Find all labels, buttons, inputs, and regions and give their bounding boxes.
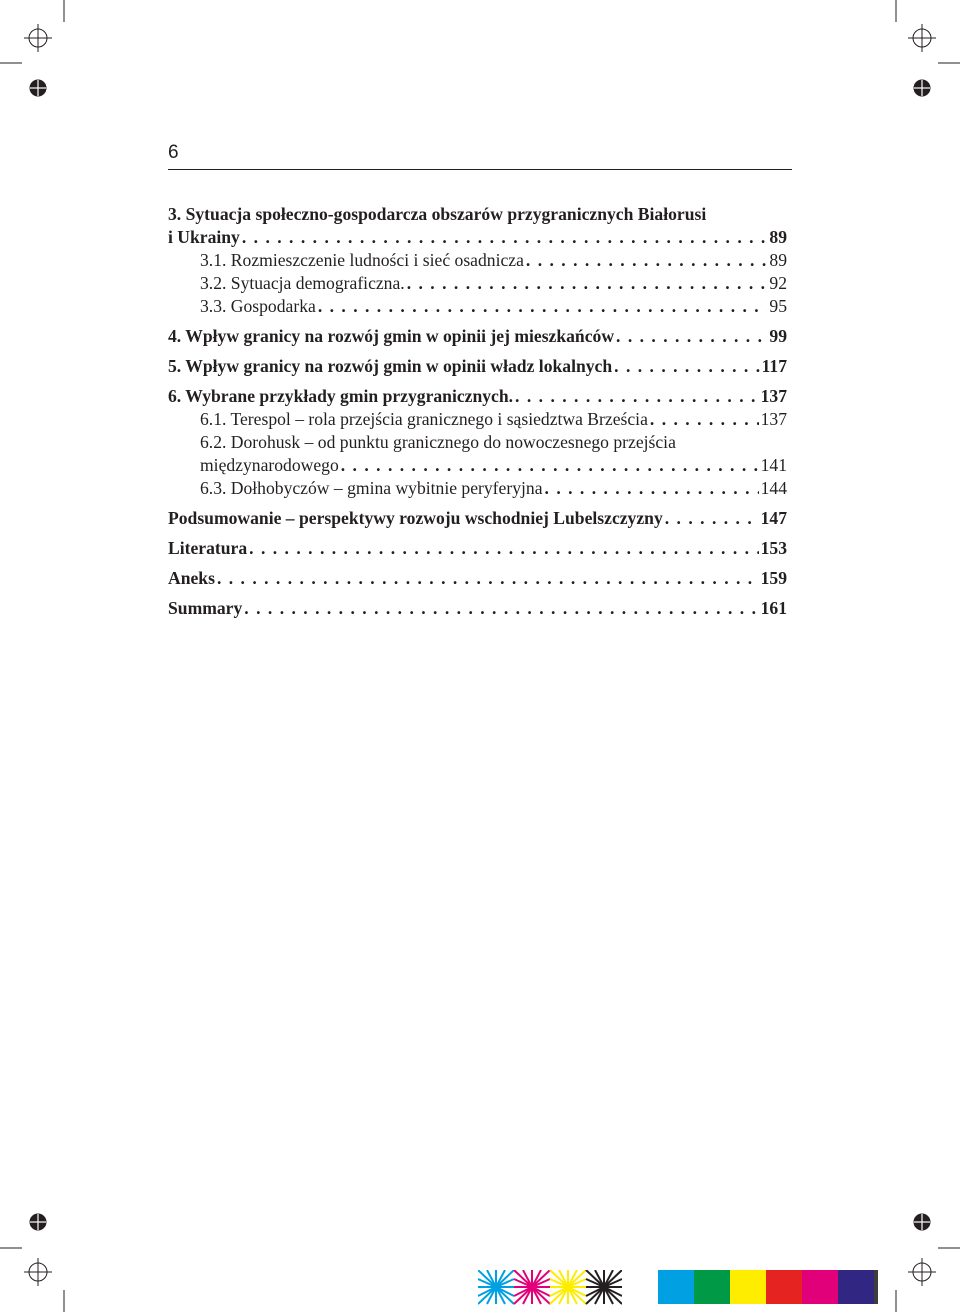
toc-entry-3[interactable] [168,226,787,249]
color-swatch [874,1270,878,1304]
toc-entry-title: 3.3. Gospodarka [200,296,316,316]
header-rule [168,169,792,170]
starburst-magenta [514,1270,550,1304]
toc-entry-5[interactable] [168,355,787,378]
color-swatch [766,1270,802,1304]
toc-leader [407,272,768,295]
toc-entry-title: 6.1. Terespol – rola przejścia granicznego i sąsiedztwa Brześcia [200,409,648,429]
toc-page-number: 99 [769,326,787,346]
toc-entry-3-3[interactable] [168,295,787,318]
toc-page-number: 147 [760,508,787,528]
toc-entry-title: 3.2. Sytuacja demograficzna. [200,273,405,293]
toc-entry-3-line1 [168,203,787,226]
toc-entry-title: Aneks [168,568,215,588]
toc-leader [650,408,759,431]
toc-page-number: 95 [769,296,787,316]
toc-page-number: 92 [769,273,787,293]
toc-page-number: 89 [769,250,787,270]
toc-entry-summary-pl[interactable] [168,507,787,530]
toc-entry-title: 6.2. Dorohusk – od punktu granicznego do nowoczesnego przejścia [200,432,676,452]
toc-leader [244,597,758,620]
starburst-yellow [550,1270,586,1304]
toc-entry-summary[interactable] [168,597,787,620]
toc-leader [616,325,767,348]
page-number: 6 [168,142,179,163]
toc-page-number: 117 [761,356,787,376]
toc-leader [249,537,758,560]
toc-leader [341,454,759,477]
toc-entry-6-2[interactable] [168,454,787,477]
toc-entry-3-2[interactable] [168,272,787,295]
starburst-black [586,1270,622,1304]
color-control-strip [478,1270,878,1310]
toc-page-number: 161 [760,598,787,618]
toc-entry-6-3[interactable] [168,477,787,500]
toc-leader [614,355,759,378]
toc-entry-title: 6.3. Dołhobyczów – gmina wybitnie peryferyjna [200,478,543,498]
toc-page-number: 137 [760,386,787,406]
toc-page-number: 144 [760,478,787,498]
toc-entry-6-1[interactable] [168,408,787,431]
toc-page-number: 137 [760,409,787,429]
toc-page-number: 141 [760,455,787,475]
toc-entry-title: 5. Wpływ granicy na rozwój gmin w opinii władz lokalnych [168,356,613,376]
toc-entry-literatura[interactable] [168,537,787,560]
color-swatch [622,1270,658,1304]
color-swatch [730,1270,766,1304]
toc-leader [217,567,759,590]
toc-page-number: 159 [760,568,787,588]
toc-entry-title: Podsumowanie – perspektywy rozwoju wschodniej Lubelszczyzny [168,508,663,528]
color-swatch [802,1270,838,1304]
toc-page-number: 153 [760,538,787,558]
toc-leader [242,226,768,249]
color-swatch [658,1270,694,1304]
toc-entry-aneks[interactable] [168,567,787,590]
toc-entry-title: międzynarodowego [200,455,339,475]
toc-leader [545,477,759,500]
color-swatch [838,1270,874,1304]
toc-leader [318,295,768,318]
toc-leader [526,249,768,272]
toc-entry-title: Summary [168,598,243,618]
toc-entry-title: 3.1. Rozmieszczenie ludności i sieć osadnicza [200,250,524,270]
table-of-contents [168,203,787,620]
toc-entry-6[interactable] [168,385,787,408]
toc-entry-3-1[interactable] [168,249,787,272]
color-swatch [694,1270,730,1304]
toc-entry-title: 3. Sytuacja społeczno-gospodarcza obszarów przygranicznych Białorusi [168,204,707,224]
starburst-cyan [478,1270,514,1304]
toc-page-number: 89 [769,227,787,247]
toc-leader [665,507,759,530]
toc-entry-4[interactable] [168,325,787,348]
toc-entry-title: i Ukrainy [168,227,240,247]
toc-entry-title: 6. Wybrane przykłady gmin przygranicznych. [168,386,514,406]
toc-entry-title: Literatura [168,538,248,558]
toc-leader [515,385,759,408]
toc-entry-title: 4. Wpływ granicy na rozwój gmin w opinii jej mieszkańców [168,326,615,346]
toc-entry-6-2-line1 [168,431,787,454]
